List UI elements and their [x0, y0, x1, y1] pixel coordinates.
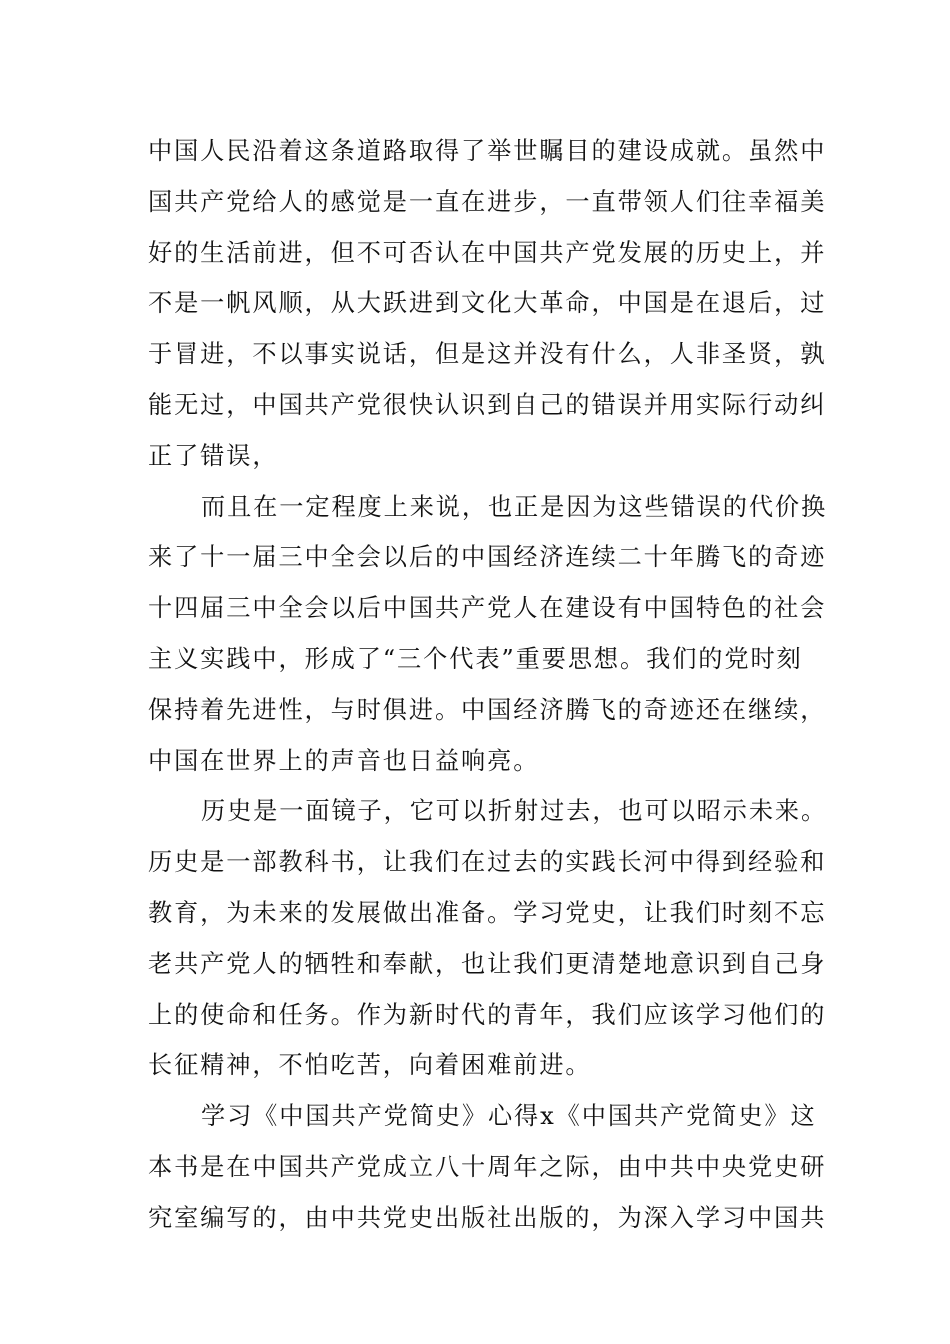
document-body [148, 126, 828, 1244]
text-line: 好的生活前进，但不可否认在中国共产党发展的历史上，并 [148, 238, 827, 267]
text-line: 历史是一面镜子，它可以折射过去，也可以昭示未来。 [201, 797, 828, 826]
text-line: 保持着先进性，与时俱进。中国经济腾飞的奇迹还在继续， [148, 695, 827, 724]
paragraph-4 [148, 1091, 827, 1243]
paragraph-3 [148, 786, 828, 1091]
text-line: 主义实践中，形成了“三个代表”重要思想。我们的党时刻 [148, 644, 803, 673]
text-line: 中国人民沿着这条道路取得了举世瞩目的建设成就。虽然中 [148, 137, 827, 165]
text-line: 国共产党给人的感觉是一直在进步，一直带领人们往幸福美 [148, 187, 827, 216]
text-line: 十四届三中全会以后中国共产党人在建设有中国特色的社会 [148, 594, 827, 623]
text-line: 中国在世界上的声音也日益响亮。 [148, 746, 540, 775]
text-line: 长征精神，不怕吃苦，向着困难前进。 [148, 1051, 592, 1080]
paragraph-1 [148, 126, 827, 482]
text-line: 历史是一部教科书，让我们在过去的实践长河中得到经验和 [148, 848, 827, 877]
paragraph-2 [148, 482, 828, 787]
text-line: 来了十一届三中全会以后的中国经济连续二十年腾飞的奇迹 [148, 543, 827, 572]
text-line: 究室编写的，由中共党史出版社出版的，为深入学习中国共 [148, 1203, 827, 1232]
text-line: 正了错误， [148, 441, 279, 470]
text-line: 能无过，中国共产党很快认识到自己的错误并用实际行动纠 [148, 390, 827, 419]
text-line: 学习《中国共产党简史》心得x《中国共产党简史》这 [201, 1102, 817, 1131]
text-line: 老共产党人的牺牲和奉献，也让我们更清楚地意识到自己身 [148, 949, 827, 978]
text-line: 于冒进，不以事实说话，但是这并没有什么，人非圣贤，孰 [148, 340, 827, 369]
text-line: 而且在一定程度上来说，也正是因为这些错误的代价换 [201, 492, 828, 521]
text-line: 本书是在中国共产党成立八十周年之际，由中共中央党史研 [148, 1152, 827, 1181]
text-line: 教育，为未来的发展做出准备。学习党史，让我们时刻不忘 [148, 898, 827, 927]
text-line: 上的使命和任务。作为新时代的青年，我们应该学习他们的 [148, 1000, 827, 1029]
text-line: 不是一帆风顺，从大跃进到文化大革命，中国是在退后，过 [148, 289, 827, 318]
